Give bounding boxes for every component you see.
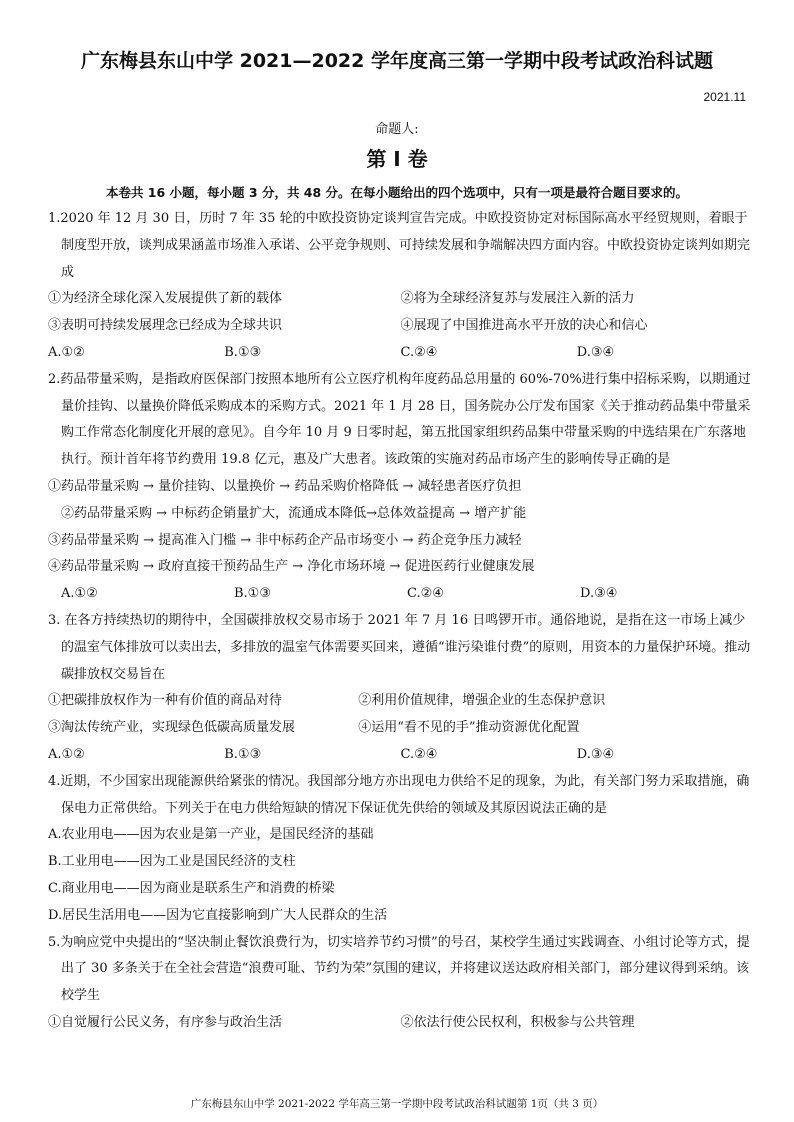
- q1-option-c: C.②④: [400, 344, 438, 360]
- q3-statements-row-2: [48, 715, 753, 742]
- exam-title: 广东梅县东山中学 2021—2022 学年度高三第一学期中段考试政治科试题: [81, 50, 713, 72]
- q3-statement-4: ④运用“看不见的手”推动资源优化配置: [358, 720, 580, 736]
- q2-stem: 2.药品带量采购，是指政府医保部门按照本地所有公立医疗机构年度药品总用量的 60%-70%进行集中招标采购，以期通过量价挂钩、以量换价降低采购成本的采购方式。2021 年 1 月 28 日，国务院办公厅发布国家《关于推动药品集中带量采购工作常态化制度化开展的意见》。自今年 10 月 9 日零时起，第五批国家组织药品集中带量采购的中选结果在广东落地执行。预计首年将节约费用 19.8 亿元，惠及广大患者。该政策的实施对药品市场产生的影响传导正确的是: [48, 371, 751, 468]
- q2-statement-3: ③药品带量采购 → 提高准入门槛 → 非中标药企产品市场变小 → 药企竞争压力减轻: [48, 532, 522, 548]
- q4-option-a: A.农业用电——因为农业是第一产业，是国民经济的基础: [48, 827, 374, 843]
- q5-statements-row-1: [48, 1010, 753, 1037]
- q1-stem: 1.2020 年 12 月 30 日，历时 7 年 35 轮的中欧投资协定谈判宣告完成。中欧投资协定对标国际高水平经贸规则，着眼于制度型开放，谈判成果涵盖市场准入承诺、公平竞争规则、可持续发展和争端解决四方面内容。中欧投资协定谈判如期完成: [48, 211, 751, 280]
- q2-option-d: D.③④: [580, 586, 618, 602]
- q5-stem: 5.为响应党中央提出的“坚决制止餐饮浪费行为，切实培养节约习惯”的号召，某校学生通过实践调查、小组讨论等方式，提出了 30 多条关于在全社会营造“浪费可耻、节约为荣”氛围的建议，并将建议送达政府相关部门，部分建议得到采纳。该校学生: [48, 934, 750, 1004]
- q5-statement-1: ①自觉履行公民义务，有序参与政治生活: [48, 1014, 283, 1030]
- q2-option-a: A.①②: [61, 586, 98, 602]
- q1-option-d: D.③④: [576, 344, 615, 360]
- q4-stem: 4.近期，不少国家出现能源供给紧张的情况。我国部分地方亦出现电力供给不足的现象，为此，有关部门努力采取措施，确保电力正常供给。下列关于在电力供给短缺的情况下保证优先供给的领域及其原因说法正确的是: [48, 773, 750, 816]
- page-footer: 广东梅县东山中学 2021-2022 学年高三第一学期中段考试政治科试题第 1页（共 3 页）: [190, 1098, 604, 1110]
- q3-statement-2: ②利用价值规律，增强企业的生态保护意识: [358, 693, 606, 709]
- author-line: 命题人:: [375, 122, 419, 137]
- q2-statement-1: ①药品带量采购 → 量价挂钩、以量换价 → 药品采购价格降低 → 减轻患者医疗负担: [48, 478, 522, 494]
- q4-option-b: B.工业用电——因为工业是国民经济的支柱: [48, 854, 296, 870]
- q3-statement-1: ①把碳排放权作为一种有价值的商品对待: [48, 693, 283, 709]
- q5-statement-2: ②依法行使公民权利，积极参与公共管理: [400, 1014, 635, 1030]
- instructions: 本卷共 16 小题，每小题 3 分，共 48 分。在每小题给出的四个选项中，只有一项是最符合题目要求的。: [105, 185, 689, 200]
- q1-option-a: A.①②: [48, 344, 85, 360]
- q1-statements-row-1: [48, 286, 753, 313]
- q2-options: [48, 581, 753, 608]
- q1-option-b: B.①③: [224, 344, 262, 360]
- question-list: [48, 206, 753, 1037]
- q4-option-c: C.商业用电——因为商业是联系生产和消费的桥梁: [48, 880, 335, 896]
- q4-option-d: D.居民生活用电——因为它直接影响到广大人民群众的生活: [48, 907, 388, 923]
- q3-statements-row-1: [48, 688, 753, 715]
- q3-statement-3: ③淘汰传统产业，实现绿色低碳高质量发展: [48, 720, 296, 736]
- q1-options: [48, 340, 753, 367]
- q3-option-d: D.③④: [576, 746, 615, 762]
- q1-statement-1: ①为经济全球化深入发展提供了新的载体: [48, 291, 283, 307]
- q2-statement-2: ②药品带量采购 → 中标药企销量扩大，流通成本降低→总体效益提高 → 增产扩能: [61, 505, 527, 521]
- q2-statement-4: ④药品带量采购 → 政府直接干预药品生产 → 净化市场环境 → 促进医药行业健康发展: [48, 559, 535, 575]
- q3-option-c: C.②④: [400, 746, 438, 762]
- q1-statements-row-2: [48, 313, 753, 340]
- q1-statement-3: ③表明可持续发展理念已经成为全球共识: [48, 318, 283, 334]
- q3-option-a: A.①②: [48, 746, 85, 762]
- q2-option-c: C.②④: [407, 586, 444, 602]
- q1-statement-2: ②将为全球经济复苏与发展注入新的活力: [400, 291, 635, 307]
- q1-statement-4: ④展现了中国推进高水平开放的决心和信心: [400, 318, 648, 334]
- volume-heading: 第 I 卷: [366, 147, 428, 171]
- q3-options: [48, 742, 753, 769]
- q3-option-b: B.①③: [224, 746, 262, 762]
- q2-option-b: B.①③: [234, 586, 271, 602]
- q3-stem: 3. 在各方持续热切的期待中，全国碳排放权交易市场于 2021 年 7 月 16 日鸣锣开市。通俗地说，是指在这一市场上减少的温室气体排放可以卖出去，多排放的温室气体需要买回来，遵循“谁污染谁付费”的原则，用资本的力量保护环境。推动碳排放权交易旨在: [48, 612, 751, 682]
- exam-date: 2021.11: [703, 90, 746, 104]
